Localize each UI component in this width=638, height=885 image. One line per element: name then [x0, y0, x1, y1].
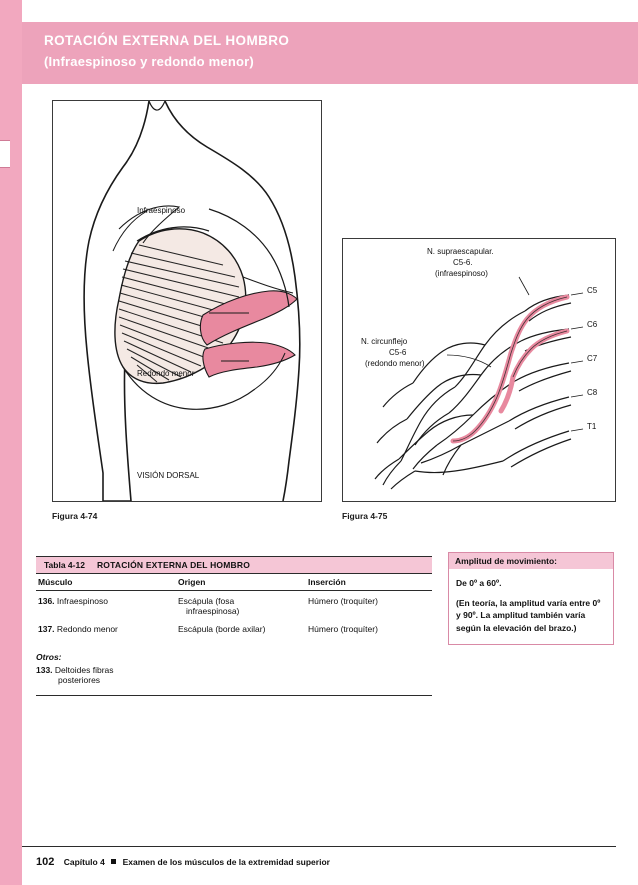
label-root-c6: C6 — [587, 320, 598, 329]
footer-rule — [22, 846, 616, 847]
amplitude-body — [449, 569, 613, 644]
row-muscle: Redondo menor — [56, 624, 118, 634]
amplitude-heading: Amplitud de movimiento: — [449, 553, 613, 569]
otros-section — [36, 652, 432, 685]
page-header — [22, 22, 638, 84]
label-root-t1: T1 — [587, 422, 597, 431]
figure-4-74-caption: Figura 4-74 — [52, 511, 98, 521]
row-origin-line1: Escápula (borde axilar) — [178, 624, 266, 634]
row-origin-line1: Escápula (fosa — [178, 596, 235, 606]
row-number: 137. — [38, 624, 55, 634]
page-edge-notch — [0, 140, 10, 168]
row-number: 136. — [38, 596, 55, 606]
footer-chapter: Capítulo 4 — [63, 857, 105, 867]
page-footer — [36, 856, 330, 868]
column-header-musculo: Músculo — [38, 577, 73, 587]
label-vision-dorsal: VISIÓN DORSAL — [137, 471, 200, 480]
otros-item-line2: posteriores — [58, 675, 101, 685]
figure-4-75-illustration — [343, 239, 615, 501]
amplitude-line2: (En teoría, la amplitud varía entre 0º y 90º. La amplitud también varía según la elevación del brazo.) — [456, 597, 601, 633]
label-supraescapular-line2: C5-6. — [453, 258, 473, 267]
label-root-c7: C7 — [587, 354, 598, 363]
page-edge-strip — [0, 0, 22, 885]
amplitude-line1: De 0º a 60º. — [456, 578, 502, 588]
table-header-band — [36, 556, 432, 573]
table-row — [36, 624, 432, 634]
row-insertion: Húmero (troquíter) — [308, 624, 378, 634]
label-supraescapular-line1: N. supraescapular. — [427, 247, 494, 256]
table-row — [36, 596, 432, 616]
row-muscle: Infraespinoso — [56, 596, 108, 606]
row-origin-line2: infraespinosa) — [186, 606, 240, 616]
footer-text: Examen de los músculos de la extremidad superior — [122, 857, 330, 867]
label-infraespinoso: Infraespinoso — [137, 206, 186, 215]
column-header-origen: Origen — [178, 577, 206, 587]
figure-4-75 — [342, 238, 616, 502]
label-circunflejo-line3: (redondo menor) — [365, 359, 425, 368]
otros-item — [36, 665, 432, 685]
label-circunflejo-line1: N. circunflejo — [361, 337, 408, 346]
label-redondo-menor: Redondo menor — [137, 369, 195, 378]
label-root-c5: C5 — [587, 286, 598, 295]
page-subtitle: (Infraespinoso y redondo menor) — [44, 54, 254, 69]
otros-item-line1: Deltoides fibras — [54, 665, 114, 675]
figure-4-74-illustration — [53, 101, 321, 501]
table-column-headers — [36, 573, 432, 591]
otros-label: Otros: — [36, 652, 62, 662]
figure-4-74 — [52, 100, 322, 502]
table-title: ROTACIÓN EXTERNA DEL HOMBRO — [96, 560, 251, 570]
label-supraescapular-line3: (infraespinoso) — [435, 269, 488, 278]
otros-item-number: 133. — [36, 665, 53, 675]
amplitude-box — [448, 552, 614, 645]
label-root-c8: C8 — [587, 388, 598, 397]
table-number: Tabla 4-12 — [44, 560, 85, 570]
square-bullet-icon — [111, 859, 116, 864]
figure-4-75-caption: Figura 4-75 — [342, 511, 388, 521]
column-header-insercion: Inserción — [308, 577, 346, 587]
table-bottom-rule — [36, 695, 432, 696]
page-number: 102 — [36, 856, 55, 868]
label-circunflejo-line2: C5-6 — [389, 348, 407, 357]
page-title: ROTACIÓN EXTERNA DEL HOMBRO — [44, 33, 290, 48]
muscle-table — [36, 556, 432, 696]
row-insertion: Húmero (troquíter) — [308, 596, 378, 606]
